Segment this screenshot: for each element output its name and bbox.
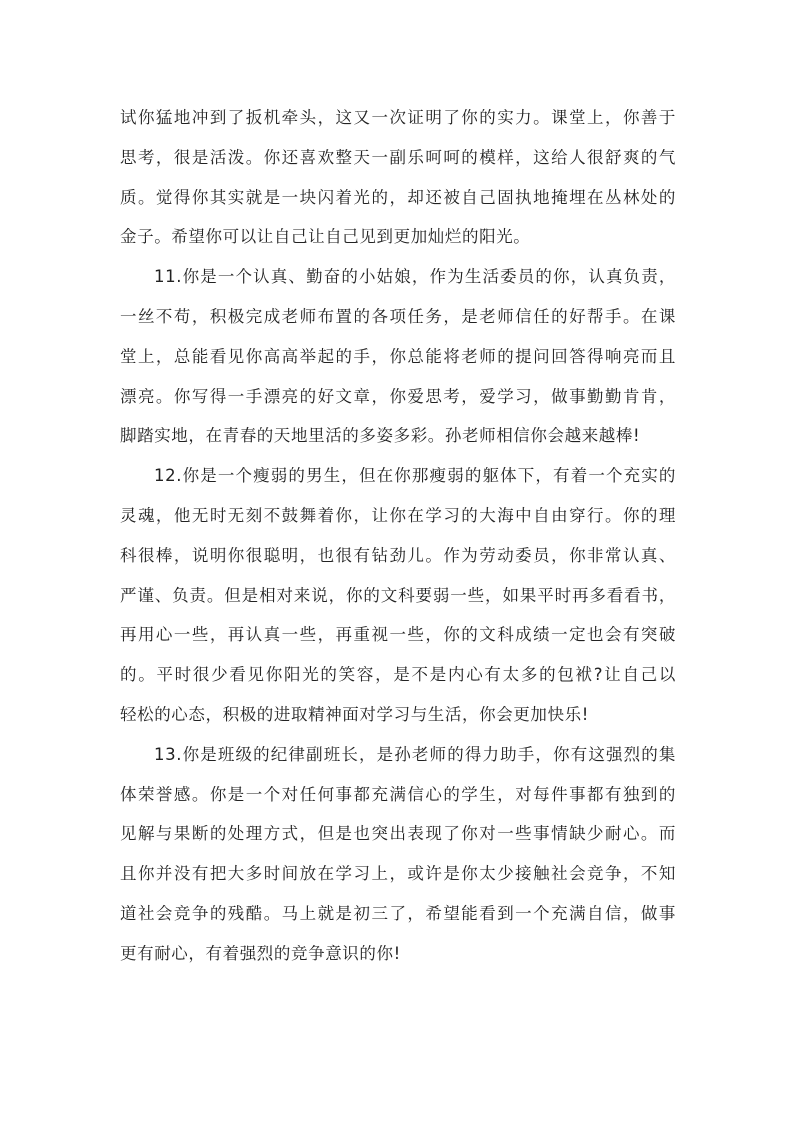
text-line: 严谨、负责。但是相对来说，你的文科要弱一些，如果平时再多看看书，: [120, 585, 676, 605]
text-line-content: 12.你是一个瘦弱的男生，但在你那瘦弱的躯体下，有着一个充实的: [154, 466, 676, 486]
text-line: 体荣誉感。你是一个对任何事都充满信心的学生，对每件事都有独到的: [120, 784, 676, 804]
paragraph-comment-12: [120, 456, 676, 735]
paragraph-continuation: [120, 98, 676, 257]
text-line: 科很棒，说明你很聪明，也很有钻劲儿。作为劳动委员，你非常认真、: [120, 545, 676, 565]
paragraph-comment-13: [120, 735, 676, 974]
document-body: [120, 98, 676, 974]
text-line: 一丝不苟，积极完成老师布置的各项任务，是老师信任的好帮手。在课: [120, 306, 676, 326]
text-line: 金子。希望你可以让自己让自己见到更加灿烂的阳光。: [120, 227, 531, 247]
text-line: [120, 257, 676, 297]
text-line: 的。平时很少看见你阳光的笑容，是不是内心有太多的包袱?让自己以: [120, 665, 676, 685]
text-line: 质。觉得你其实就是一块闪着光的，却还被自己固执地掩埋在丛林处的: [120, 187, 676, 207]
text-line: 脚踏实地，在青春的天地里活的多姿多彩。孙老师相信你会越来越棒!: [120, 426, 641, 446]
text-line-content: 13.你是班级的纪律副班长，是孙老师的得力助手，你有这强烈的集: [154, 744, 676, 764]
text-line: 且你并没有把大多时间放在学习上，或许是你太少接触社会竞争，不知: [120, 864, 676, 884]
text-line: 漂亮。你写得一手漂亮的好文章，你爱思考，爱学习，做事勤勤肯肯，: [120, 386, 676, 406]
text-line: [120, 456, 676, 496]
text-line-content: 11.你是一个认真、勤奋的小姑娘，作为生活委员的你，认真负责，: [154, 267, 676, 287]
text-line: 轻松的心态，积极的进取精神面对学习与生活，你会更加快乐!: [120, 704, 589, 724]
text-line: 堂上，总能看见你高高举起的手，你总能将老师的提问回答得响亮而且: [120, 346, 676, 366]
text-line: 道社会竞争的残酷。马上就是初三了，希望能看到一个充满自信，做事: [120, 903, 676, 923]
text-line: 灵魂，他无时无刻不鼓舞着你，让你在学习的大海中自由穿行。你的理: [120, 505, 676, 525]
text-line: 再用心一些，再认真一些，再重视一些，你的文科成绩一定也会有突破: [120, 625, 676, 645]
text-line: 试你猛地冲到了扳机牵头，这又一次证明了你的实力。课堂上，你善于: [120, 108, 676, 127]
paragraph-comment-11: [120, 257, 676, 456]
text-line: 见解与果断的处理方式，但是也突出表现了你对一些事情缺少耐心。而: [120, 824, 676, 844]
text-line: 思考，很是活泼。你还喜欢整天一副乐呵呵的模样，这给人很舒爽的气: [120, 147, 676, 167]
text-line: 更有耐心，有着强烈的竞争意识的你!: [120, 943, 401, 963]
text-line: [120, 735, 676, 775]
